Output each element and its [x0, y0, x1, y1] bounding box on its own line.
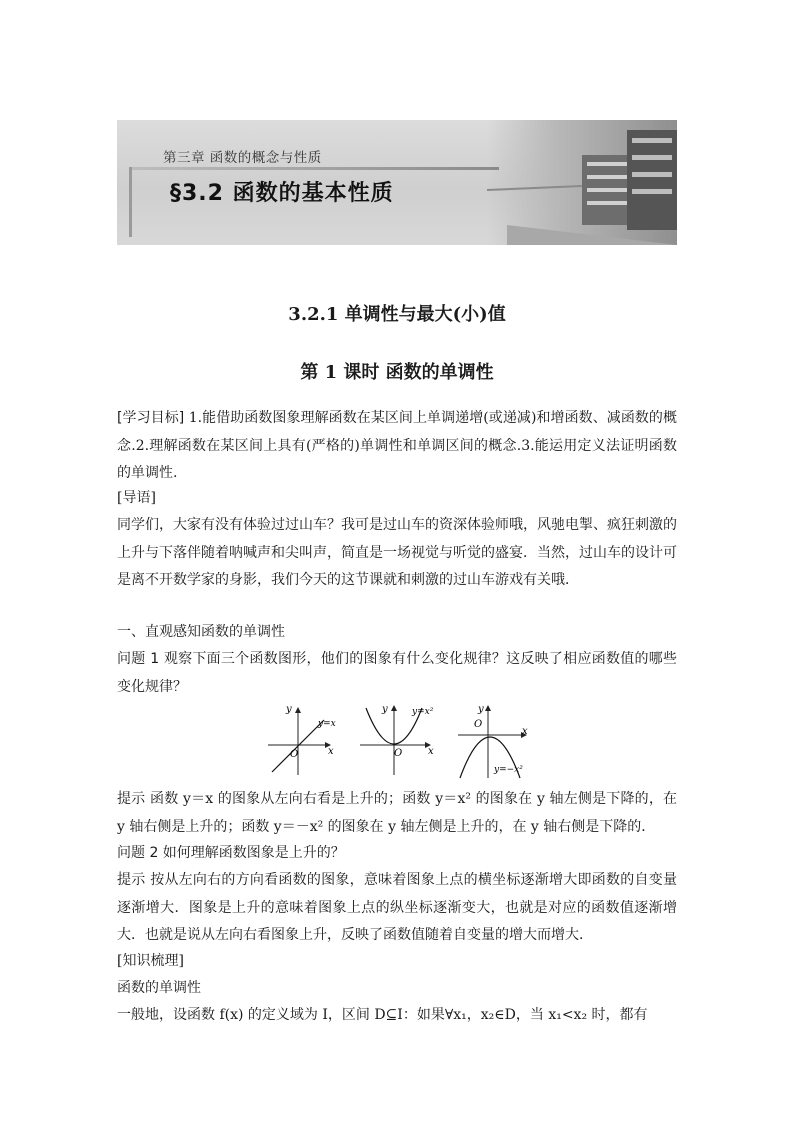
objectives-tag: [学习目标]: [117, 410, 185, 426]
objectives-text: 1.能借助函数图象理解函数在某区间上单调递增(或递减)和增函数、减函数的概念.2.理解函数在某区间上具有(严格的)单调性和单调区间的概念.3.能运用定义法证明函数的单调性.: [117, 410, 677, 481]
part1-heading: 一、直观感知函数的单调性: [117, 624, 285, 640]
building-illustration: [487, 120, 677, 245]
g3-origin-label: O: [474, 719, 483, 730]
graph-y-equals-x-squared: [360, 704, 434, 775]
g1-y-axis-label: y: [286, 704, 292, 715]
chapter-title: 第三章 函数的概念与性质: [163, 150, 322, 166]
q2-text: 如何理解函数图象是上升的？: [158, 845, 345, 861]
g2-x-axis-label: x: [428, 746, 434, 757]
intro-tag: [导语]: [117, 490, 156, 506]
g3-y-axis-label: y: [478, 704, 484, 715]
learning-objectives: [117, 405, 677, 488]
q2-label: 问题 2: [117, 845, 159, 861]
g1-x-axis-label: x: [328, 746, 334, 757]
q1-text: 观察下面三个函数图形，他们的图象有什么变化规律？这反映了相应函数值的哪些变化规律？: [117, 651, 678, 695]
g1-curve-label: y=x: [318, 719, 336, 729]
hint1-label: 提示: [117, 791, 146, 807]
hint2-text: 按从左向右的方向看函数的图象，意味着图象上点的横坐标逐渐增大即函数的自变量逐渐增大．图象是上升的意味着图象上点的纵坐标逐渐变大，也就是对应的函数值逐渐增大．也就是说从左向右看图象上升，反映了函数值随着自变量的增大而增大．: [117, 872, 678, 943]
banner-rule: [129, 167, 499, 170]
graph-y-equals-negative-x-squared: [458, 704, 528, 778]
function-graphs: [260, 700, 540, 780]
banner-bracket: [129, 167, 132, 237]
question-2: [117, 840, 677, 868]
lesson-subtitle: 第 1 课时 函数的单调性: [300, 362, 494, 383]
banner-photo: [487, 120, 677, 245]
g3-x-axis-label: x: [522, 726, 528, 737]
hint-2: [117, 867, 677, 950]
question-1: [117, 646, 677, 701]
g3-curve-label: y=−x²: [494, 765, 523, 775]
g2-origin-label: O: [394, 748, 403, 759]
g1-origin-label: O: [290, 749, 299, 760]
hint2-label: 提示: [117, 872, 146, 888]
hint1-text: 函数 y＝x 的图象从左向右看是上升的；函数 y＝x² 的图象在 y 轴左侧是下降的，在 y 轴右侧是上升的；函数 y＝－x² 的图象在 y 轴左侧是上升的，在 y 轴右侧是下降的．: [117, 791, 678, 835]
section-title: §3.2 函数的基本性质: [170, 181, 394, 206]
graph-y-equals-x: [268, 704, 336, 775]
hint-1: [117, 786, 677, 841]
q1-label: 问题 1: [117, 651, 160, 667]
definition-text: 一般地，设函数 f(x) 的定义域为 I，区间 D⊆I：如果∀x₁，x₂∈D，当 x₁<x₂ 时，都有: [117, 1007, 648, 1023]
intro-text: 同学们，大家有没有体验过过山车？我可是过山车的资深体验师哦，风驰电掣、疯狂刺激的上升与下落伴随着呐喊声和尖叫声，简直是一场视觉与听觉的盛宴．当然，过山车的设计可是离不开数学家的身影，我们今天的这节课就和刺激的过山车游戏有关哦．: [117, 517, 677, 588]
concept-heading: 函数的单调性: [117, 980, 201, 996]
knowledge-tag: [知识梳理]: [117, 953, 184, 969]
lesson-title: 3.2.1 单调性与最大(小)值: [288, 304, 506, 325]
g2-y-axis-label: y: [382, 704, 388, 715]
g2-curve-label: y=x²: [412, 707, 434, 717]
